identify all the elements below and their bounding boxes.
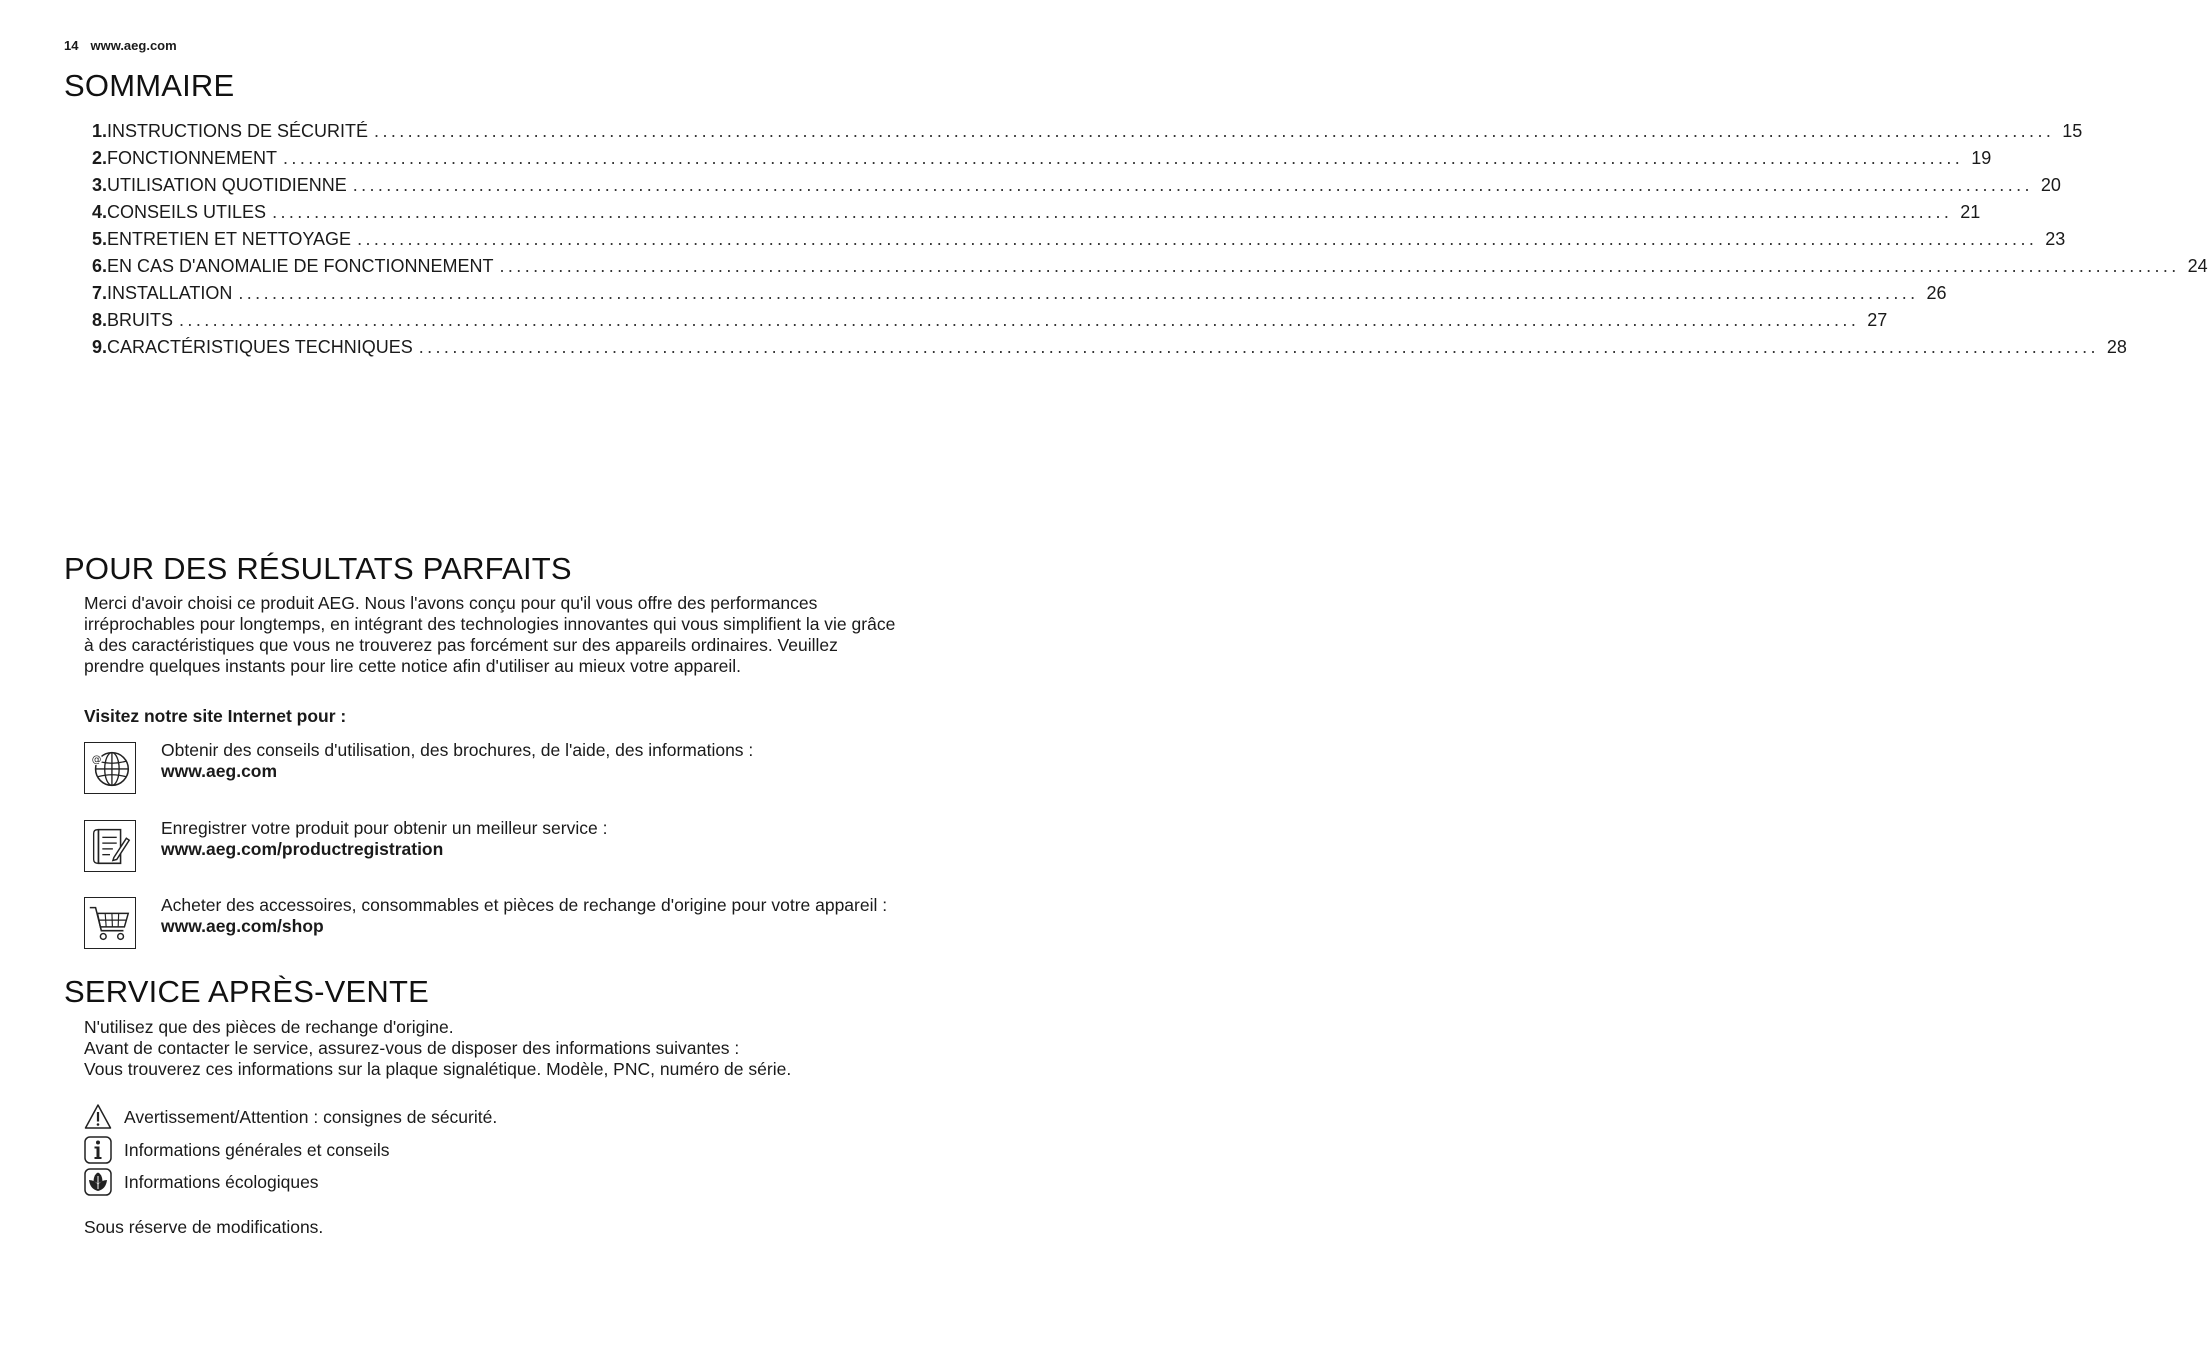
link-text-info [161,740,891,782]
link-description: Obtenir des conseils d'utilisation, des brochures, de l'aide, des informations : [161,740,754,760]
toc-dot-leader: ........................................................................................................................................................................................................ [357,229,2038,249]
toc-item[interactable] [92,283,1947,310]
toc-item-label: CARACTÉRISTIQUES TECHNIQUES [107,337,413,357]
service-line-3: Vous trouverez ces informations sur la plaque signalétique. Modèle, PNC, numéro de série. [84,1059,792,1079]
service-text [84,1017,899,1080]
legend-item-eco [84,1168,319,1196]
toc-item-number: 5. [92,229,108,249]
toc-item-label: INSTRUCTIONS DE SÉCURITÉ [107,121,369,141]
service-line-1: N'utilisez que des pièces de rechange d'origine. [84,1017,454,1037]
intro-paragraph: Merci d'avoir choisi ce produit AEG. Nous l'avons conçu pour qu'il vous offre des performances irréprochables pour longtemps, en intégrant des technologies innovantes qui vous simplifient la vie grâce à des caractéristiques que vous ne trouverez pas forcément sur des appareils ordinaires. Veuillez prendre quelques instants pour lire cette notice afin d'utiliser au mieux votre appareil. [84,593,896,676]
toc-item[interactable] [92,310,1888,337]
toc-dot-leader: ........................................................................................................................................................................................................ [374,121,2055,141]
toc-item-number: 7. [92,283,108,303]
table-of-contents [92,121,2208,364]
toc-item-page: 26 [1926,283,1947,303]
svg-text:@: @ [91,754,102,766]
toc-item-page: 28 [2106,337,2127,357]
warning-icon [84,1103,112,1131]
toc-item-number: 2. [92,148,108,168]
shopping-cart-icon [84,897,136,949]
toc-item-number: 3. [92,175,108,195]
toc-item-number: 9. [92,337,108,357]
link-url-aeg[interactable]: www.aeg.com [161,761,278,781]
toc-item-page: 24 [2187,256,2208,276]
toc-item[interactable] [92,202,1981,229]
toc-dot-leader: ........................................................................................................................................................................................................ [352,175,2033,195]
toc-item[interactable] [92,229,2066,256]
toc-item-number: 8. [92,310,108,330]
toc-item-label: UTILISATION QUOTIDIENNE [107,175,347,195]
footer-note: Sous réserve de modifications. [84,1217,324,1237]
legend-label-eco: Informations écologiques [124,1171,319,1192]
toc-item-label: CONSEILS UTILES [107,202,267,222]
toc-item-page: 15 [2062,121,2083,141]
toc-item[interactable] [92,148,1992,175]
toc-item-number: 6. [92,256,108,276]
toc-dot-leader: ........................................................................................................................................................................................................ [499,256,2180,276]
header-website[interactable]: www.aeg.com [90,38,177,53]
toc-item-number: 1. [92,121,108,141]
toc-item-page: 23 [2045,229,2066,249]
toc-item-page: 27 [1867,310,1888,330]
toc-dot-leader: ........................................................................................................................................................................................................ [272,202,1953,222]
page-header [64,38,177,53]
link-url-productregistration[interactable]: www.aeg.com/productregistration [161,839,444,859]
page-number: 14 [64,38,79,53]
toc-dot-leader: ........................................................................................................................................................................................................ [418,337,2099,357]
toc-dot-leader: ........................................................................................................................................................................................................ [238,283,1919,303]
toc-dot-leader: ........................................................................................................................................................................................................ [283,148,1964,168]
toc-item[interactable] [92,175,2061,202]
service-title: SERVICE APRÈS-VENTE [64,974,430,1009]
link-text-registration [161,818,891,860]
service-line-2: Avant de contacter le service, assurez-vous de disposer des informations suivantes : [84,1038,740,1058]
toc-title: SOMMAIRE [64,68,235,103]
link-text-shop [161,895,891,937]
link-description: Acheter des accessoires, consommables et pièces de rechange d'origine pour votre appareil : [161,895,888,915]
toc-dot-leader: ........................................................................................................................................................................................................ [179,310,1860,330]
toc-item[interactable] [92,337,2127,364]
toc-item-label: INSTALLATION [107,283,233,303]
toc-item-label: ENTRETIEN ET NETTOYAGE [107,229,352,249]
toc-item-page: 19 [1971,148,1992,168]
toc-item-page: 21 [1960,202,1981,222]
toc-item-label: EN CAS D'ANOMALIE DE FONCTIONNEMENT [107,256,494,276]
visit-label: Visitez notre site Internet pour : [84,706,347,726]
toc-item[interactable] [92,256,2208,283]
info-icon [84,1136,112,1164]
legend-label-info: Informations générales et conseils [124,1139,390,1160]
toc-item-label: FONCTIONNEMENT [107,148,278,168]
registration-icon [84,820,136,872]
legend-item-warning [84,1103,497,1131]
globe-icon [84,742,136,794]
link-url-shop[interactable]: www.aeg.com/shop [161,916,324,936]
legend-label-warning: Avertissement/Attention : consignes de sécurité. [124,1106,498,1127]
toc-item-label: BRUITS [107,310,174,330]
toc-item[interactable] [92,121,2083,148]
toc-item-page: 20 [2040,175,2061,195]
toc-item-number: 4. [92,202,108,222]
legend-item-info [84,1136,390,1164]
link-description: Enregistrer votre produit pour obtenir un meilleur service : [161,818,608,838]
eco-icon [84,1168,112,1196]
results-title: POUR DES RÉSULTATS PARFAITS [64,551,572,586]
